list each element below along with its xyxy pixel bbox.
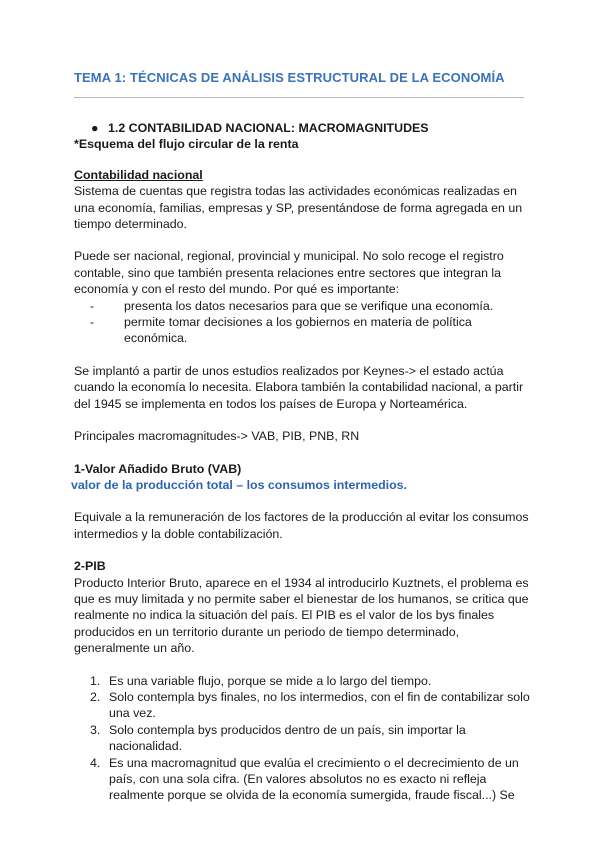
list-item-text: Es una macromagnitud que evalúa el crecimiento o el decrecimiento de un país, con una sola cifra. (En valores absolutos no es exacto ni refleja realmente porque se olvida de la economía sumergida, fraude fiscal...) Se — [109, 755, 519, 803]
list-item — [90, 689, 534, 722]
list-item — [90, 673, 534, 689]
vab-formula: valor de la producción total – los consumos intermedios. — [71, 477, 407, 492]
list-item-text: Solo contempla bys finales, no los intermedios, con el fin de contabilizar solo una vez. — [109, 689, 530, 721]
vab-heading: 1-Valor Añadido Bruto (VAB) — [74, 461, 242, 476]
vab-para: Equivale a la remuneración de los factores de la producción al evitar los consumos intermedios y la doble contabilización. — [74, 510, 529, 541]
list-item — [90, 298, 534, 314]
subheading: *Esquema del flujo circular de la renta — [74, 137, 299, 152]
list-marker: 4. — [90, 755, 101, 770]
contabilidad-para-1: Sistema de cuentas que registra todas las actividades económicas realizadas en una economía, familias, empresas y SP, presentándose de forma agregada en un tiempo determinado. — [74, 184, 523, 232]
contabilidad-para-3: Se implantó a partir de unos estudios realizados por Keynes-> el estado actúa cuando la economía lo necesita. Elabora también la contabilidad nacional, a partir del 1945 se implementa en todos los países de Europa y Norteamérica. — [74, 363, 524, 411]
list-item-text: Solo contempla bys producidos dentro de un país, sin importar la nacionalidad. — [109, 722, 466, 754]
list-item — [90, 755, 534, 804]
list-marker: 1. — [90, 673, 101, 688]
contabilidad-para-2: Puede ser nacional, regional, provincial y municipal. No solo recoge el registro contable, sino que también presenta relaciones entre sectores que integran la economía y con el resto del mundo. Por qué es importante: — [74, 249, 504, 297]
list-item-text: Es una variable flujo, porque se mide a lo largo del tiempo. — [109, 673, 432, 688]
pib-para: Producto Interior Bruto, aparece en el 1934 al introducirlo Kuztnets, el problema es que es muy limitada y no permite saber el bienestar de los humanos, se critica que realmente no indica la situación del país. El PIB es el valor de los bys finales producidos en un territorio durante un periodo de tiempo determinado, generalmente un año. — [74, 575, 529, 656]
list-marker: 3. — [90, 722, 101, 737]
list-marker: 2. — [90, 689, 101, 704]
contabilidad-heading: Contabilidad nacional — [74, 167, 203, 182]
document-title: TEMA 1: TÉCNICAS DE ANÁLISIS ESTRUCTURAL DE LA ECONOMÍA — [74, 70, 505, 85]
document-body — [71, 120, 534, 804]
importance-list — [74, 298, 534, 347]
list-item-text: permite tomar decisiones a los gobiernos en materia de política económica. — [124, 315, 472, 346]
list-item — [90, 314, 534, 347]
list-marker: - — [90, 298, 95, 313]
list-item — [90, 722, 534, 755]
section-bullet-text: 1.2 CONTABILIDAD NACIONAL: MACROMAGNITUDES — [108, 121, 429, 135]
section-bullet — [91, 120, 534, 136]
list-item-text: presenta los datos necesarios para que se verifique una economía. — [124, 298, 494, 313]
list-marker: - — [90, 315, 95, 330]
pib-heading: 2-PIB — [74, 559, 106, 574]
bullet-icon: ● — [91, 121, 99, 135]
pib-characteristics-list — [74, 673, 534, 804]
title-divider — [74, 97, 524, 98]
contabilidad-para-4: Principales macromagnitudes-> VAB, PIB, PNB, RN — [74, 429, 360, 444]
